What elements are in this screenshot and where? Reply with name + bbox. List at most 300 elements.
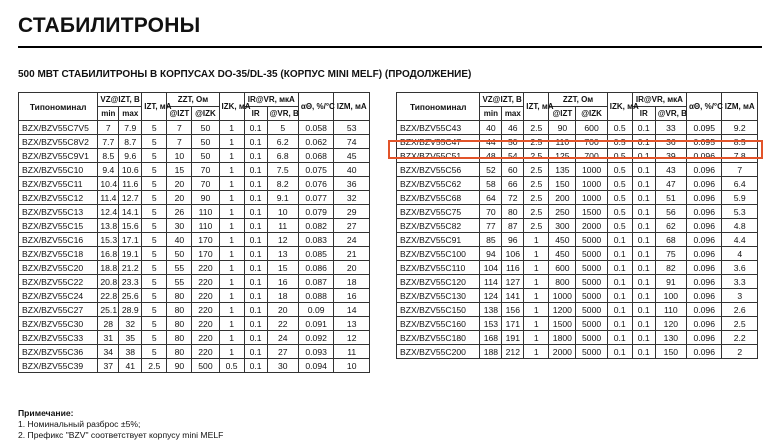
cell-izk: 0.1 [607,275,632,289]
cell-vz-max: 191 [502,331,524,345]
cell-vz-max: 87 [502,219,524,233]
cell-zzt-izt: 250 [549,205,576,219]
cell-zzt-izt: 15 [167,163,192,177]
cell-zzt-izk: 5000 [576,275,607,289]
table-row [397,331,758,345]
cell-izm: 4.8 [722,219,758,233]
cell-ir: 0.1 [244,331,267,345]
cell-name: BZX/BZV55C200 [397,345,480,359]
cell-zzt-izt: 26 [167,205,192,219]
cell-name: BZX/BZV55C9V1 [19,149,98,163]
cell-izt: 2.5 [524,163,549,177]
header-vz: VZ@IZT, В [98,93,142,107]
cell-name: BZX/BZV55C27 [19,303,98,317]
table-row [397,345,758,359]
cell-izt: 1 [524,233,549,247]
cell-vr: 47 [655,177,686,191]
cell-zzt-izt: 10 [167,149,192,163]
cell-zzt-izt: 7 [167,121,192,135]
cell-zzt-izk: 50 [192,135,219,149]
cell-vz-min: 58 [480,177,502,191]
cell-zzt-izk: 5000 [576,331,607,345]
cell-alpha: 0.096 [687,275,722,289]
cell-ir: 0.1 [244,275,267,289]
cell-name: BZX/BZV55C120 [397,275,480,289]
cell-vz-min: 37 [98,359,119,373]
cell-name: BZX/BZV55C47 [397,135,480,149]
table-row [397,247,758,261]
header-izt: IZT, мА [524,93,549,121]
cell-ir: 0.1 [632,289,655,303]
cell-name: BZX/BZV55C82 [397,219,480,233]
cell-name: BZX/BZV55C43 [397,121,480,135]
cell-zzt-izk: 70 [192,163,219,177]
cell-vr: 18 [267,289,298,303]
cell-izt: 5 [142,303,167,317]
table-row [19,163,370,177]
cell-zzt-izt: 7 [167,135,192,149]
header-max: max [119,107,142,121]
cell-alpha: 0.096 [687,177,722,191]
cell-ir: 0.1 [632,219,655,233]
cell-zzt-izt: 80 [167,331,192,345]
table-row [397,121,758,135]
cell-zzt-izt: 600 [549,261,576,275]
cell-izt: 5 [142,191,167,205]
cell-izm: 74 [334,135,370,149]
cell-vz-max: 141 [502,289,524,303]
cell-izm: 4 [722,247,758,261]
cell-izk: 1 [219,121,244,135]
cell-vz-max: 21.2 [119,261,142,275]
cell-zzt-izt: 80 [167,289,192,303]
cell-ir: 0.1 [244,359,267,373]
cell-izm: 2.2 [722,331,758,345]
cell-vr: 30 [267,359,298,373]
cell-izt: 5 [142,177,167,191]
cell-izk: 1 [219,135,244,149]
cell-zzt-izk: 220 [192,345,219,359]
title-rule [18,46,762,48]
cell-zzt-izt: 90 [167,359,192,373]
cell-ir: 0.1 [244,163,267,177]
cell-alpha: 0.079 [298,205,334,219]
cell-zzt-izk: 5000 [576,345,607,359]
cell-izm: 8.5 [722,135,758,149]
cell-ir: 0.1 [632,261,655,275]
cell-name: BZX/BZV55C13 [19,205,98,219]
cell-zzt-izk: 110 [192,205,219,219]
cell-vz-min: 7.7 [98,135,119,149]
table-row [397,205,758,219]
cell-izt: 5 [142,331,167,345]
cell-izk: 1 [219,149,244,163]
cell-vz-min: 22.8 [98,289,119,303]
cell-izk: 0.1 [607,317,632,331]
cell-izk: 0.1 [607,261,632,275]
header-zzt-izt: @IZT [549,107,576,121]
header-ir: IR@VR, мкА [244,93,298,107]
cell-vr: 6.8 [267,149,298,163]
cell-izk: 0.5 [607,163,632,177]
cell-vz-max: 60 [502,163,524,177]
cell-alpha: 0.077 [298,191,334,205]
cell-zzt-izk: 2000 [576,219,607,233]
cell-alpha: 0.096 [687,219,722,233]
cell-vr: 91 [655,275,686,289]
cell-ir: 0.1 [632,303,655,317]
cell-izm: 32 [334,191,370,205]
cell-vr: 39 [655,149,686,163]
cell-vz-min: 138 [480,303,502,317]
table-row [397,303,758,317]
cell-zzt-izk: 220 [192,317,219,331]
cell-izt: 5 [142,163,167,177]
cell-alpha: 0.096 [687,289,722,303]
cell-zzt-izk: 700 [576,135,607,149]
cell-zzt-izt: 20 [167,177,192,191]
cell-vz-min: 16.8 [98,247,119,261]
cell-ir: 0.1 [244,177,267,191]
cell-vz-max: 28.9 [119,303,142,317]
cell-alpha: 0.082 [298,219,334,233]
cell-zzt-izk: 500 [192,359,219,373]
cell-name: BZX/BZV55C130 [397,289,480,303]
cell-vz-min: 20.8 [98,275,119,289]
cell-zzt-izk: 220 [192,289,219,303]
table-row [19,317,370,331]
cell-ir: 0.1 [632,345,655,359]
cell-alpha: 0.094 [298,359,334,373]
cell-vr: 51 [655,191,686,205]
cell-zzt-izk: 170 [192,233,219,247]
cell-izt: 1 [524,289,549,303]
cell-vz-max: 8.7 [119,135,142,149]
cell-ir: 0.1 [632,317,655,331]
cell-name: BZX/BZV55C110 [397,261,480,275]
cell-vz-max: 10.6 [119,163,142,177]
cell-izm: 29 [334,205,370,219]
cell-vr: 33 [655,121,686,135]
cell-zzt-izt: 80 [167,345,192,359]
cell-vz-min: 52 [480,163,502,177]
cell-name: BZX/BZV55C56 [397,163,480,177]
cell-name: BZX/BZV55C33 [19,331,98,345]
cell-ir: 0.1 [244,135,267,149]
cell-alpha: 0.096 [687,205,722,219]
cell-vr: 7.5 [267,163,298,177]
cell-vz-max: 212 [502,345,524,359]
cell-vr: 11 [267,219,298,233]
cell-vr: 130 [655,331,686,345]
cell-name: BZX/BZV55C180 [397,331,480,345]
table-row [19,261,370,275]
cell-izk: 0.1 [607,247,632,261]
cell-ir: 0.1 [244,247,267,261]
cell-izm: 18 [334,275,370,289]
cell-vz-max: 72 [502,191,524,205]
cell-izk: 1 [219,247,244,261]
cell-zzt-izt: 110 [549,135,576,149]
cell-zzt-izk: 1500 [576,205,607,219]
cell-ir: 0.1 [244,121,267,135]
cell-izm: 40 [334,163,370,177]
header-izk: IZK, мА [607,93,632,121]
cell-zzt-izk: 90 [192,191,219,205]
cell-name: BZX/BZV55C51 [397,149,480,163]
zener-table-left [18,92,370,373]
cell-alpha: 0.096 [687,317,722,331]
cell-vr: 20 [267,303,298,317]
cell-izm: 5.9 [722,191,758,205]
cell-vz-max: 9.6 [119,149,142,163]
cell-vz-min: 10.4 [98,177,119,191]
header-izm: IZM, мА [722,93,758,121]
cell-alpha: 0.096 [687,345,722,359]
cell-izt: 1 [524,275,549,289]
cell-vr: 8.2 [267,177,298,191]
header-zzt: ZZT, Ом [549,93,607,107]
table-row [19,233,370,247]
cell-vr: 68 [655,233,686,247]
cell-vz-min: 168 [480,331,502,345]
cell-izk: 1 [219,205,244,219]
cell-ir: 0.1 [632,331,655,345]
cell-izm: 10 [334,359,370,373]
cell-izm: 7 [722,163,758,177]
cell-vz-min: 48 [480,149,502,163]
cell-vr: 9.1 [267,191,298,205]
cell-vz-min: 44 [480,135,502,149]
cell-alpha: 0.058 [298,121,334,135]
cell-name: BZX/BZV55C8V2 [19,135,98,149]
header-max: max [502,107,524,121]
cell-vr: 22 [267,317,298,331]
cell-izk: 0.5 [607,191,632,205]
note-item: 1. Номинальный разброс ±5%; [18,419,141,429]
cell-vz-max: 25.6 [119,289,142,303]
cell-izt: 2.5 [524,149,549,163]
cell-vz-max: 32 [119,317,142,331]
cell-vz-min: 188 [480,345,502,359]
cell-vz-min: 153 [480,317,502,331]
cell-izm: 7.8 [722,149,758,163]
cell-alpha: 0.096 [687,163,722,177]
cell-vz-max: 11.6 [119,177,142,191]
cell-name: BZX/BZV55C36 [19,345,98,359]
cell-izt: 5 [142,275,167,289]
cell-vz-max: 116 [502,261,524,275]
cell-zzt-izk: 5000 [576,289,607,303]
cell-vz-max: 50 [502,135,524,149]
cell-vz-max: 96 [502,233,524,247]
cell-ir: 0.1 [244,191,267,205]
cell-name: BZX/BZV55C62 [397,177,480,191]
cell-name: BZX/BZV55C12 [19,191,98,205]
cell-alpha: 0.096 [687,233,722,247]
cell-name: BZX/BZV55C75 [397,205,480,219]
cell-izm: 13 [334,317,370,331]
cell-name: BZX/BZV55C39 [19,359,98,373]
header-name: Типономинал [397,93,480,121]
zener-table-right [396,92,758,359]
cell-alpha: 0.088 [298,289,334,303]
table-row [19,149,370,163]
header-izt: IZT, мА [142,93,167,121]
cell-zzt-izt: 40 [167,233,192,247]
table-row [19,275,370,289]
table-row [397,135,758,149]
cell-izm: 27 [334,219,370,233]
cell-zzt-izk: 1000 [576,177,607,191]
cell-izk: 0.5 [607,205,632,219]
cell-zzt-izt: 200 [549,191,576,205]
table-row [397,219,758,233]
cell-vz-max: 66 [502,177,524,191]
notes-heading: Примечание: [18,408,74,418]
cell-vz-max: 171 [502,317,524,331]
cell-izt: 1 [524,247,549,261]
cell-vr: 5 [267,121,298,135]
cell-zzt-izk: 5000 [576,261,607,275]
header-ir-ir: IR [244,107,267,121]
cell-izk: 0.1 [607,233,632,247]
header-alpha: αΘ, %/°C [687,93,722,121]
cell-izk: 1 [219,233,244,247]
header-min: min [480,107,502,121]
cell-izk: 1 [219,191,244,205]
page-title: СТАБИЛИТРОНЫ [18,14,201,37]
cell-izm: 45 [334,149,370,163]
header-izm: IZM, мА [334,93,370,121]
cell-zzt-izk: 110 [192,219,219,233]
cell-ir: 0.1 [244,149,267,163]
cell-alpha: 0.095 [687,135,722,149]
table-subtitle: 500 МВТ СТАБИЛИТРОНЫ В КОРПУСАХ DO-35/DL-35 (КОРПУС MINI MELF) (ПРОДОЛЖЕНИЕ) [18,69,472,80]
table-row [397,163,758,177]
cell-izm: 3 [722,289,758,303]
cell-izt: 5 [142,317,167,331]
cell-izt: 5 [142,219,167,233]
cell-ir: 0.1 [244,345,267,359]
table-row [19,303,370,317]
cell-name: BZX/BZV55C18 [19,247,98,261]
cell-vz-min: 114 [480,275,502,289]
cell-zzt-izt: 1000 [549,289,576,303]
cell-zzt-izt: 135 [549,163,576,177]
cell-vz-min: 94 [480,247,502,261]
cell-zzt-izt: 800 [549,275,576,289]
cell-zzt-izk: 50 [192,121,219,135]
table-row [19,247,370,261]
cell-zzt-izt: 90 [549,121,576,135]
table-row [19,289,370,303]
cell-vr: 27 [267,345,298,359]
cell-zzt-izk: 700 [576,149,607,163]
cell-vz-min: 18.8 [98,261,119,275]
cell-izt: 1 [524,345,549,359]
cell-vz-min: 77 [480,219,502,233]
cell-vz-min: 11.4 [98,191,119,205]
cell-vr: 62 [655,219,686,233]
table-row [397,149,758,163]
table-row [397,317,758,331]
cell-name: BZX/BZV55C7V5 [19,121,98,135]
cell-vr: 15 [267,261,298,275]
cell-izt: 5 [142,345,167,359]
cell-izm: 5.3 [722,205,758,219]
cell-izk: 1 [219,345,244,359]
cell-izm: 2 [722,345,758,359]
cell-izk: 0.5 [607,149,632,163]
cell-name: BZX/BZV55C100 [397,247,480,261]
cell-ir: 0.1 [632,149,655,163]
header-alpha: αΘ, %/°C [298,93,334,121]
cell-vr: 12 [267,233,298,247]
cell-izm: 36 [334,177,370,191]
cell-ir: 0.1 [244,205,267,219]
cell-name: BZX/BZV55C22 [19,275,98,289]
cell-vz-max: 156 [502,303,524,317]
cell-vr: 56 [655,205,686,219]
cell-izk: 1 [219,261,244,275]
table-row [397,289,758,303]
header-vz: VZ@IZT, В [480,93,524,107]
cell-zzt-izk: 70 [192,177,219,191]
cell-alpha: 0.076 [298,177,334,191]
cell-izm: 11 [334,345,370,359]
cell-name: BZX/BZV55C91 [397,233,480,247]
cell-vz-max: 23.3 [119,275,142,289]
cell-izk: 1 [219,289,244,303]
cell-izk: 1 [219,163,244,177]
cell-vz-min: 15.3 [98,233,119,247]
cell-izt: 1 [524,261,549,275]
cell-zzt-izt: 450 [549,233,576,247]
cell-izt: 5 [142,121,167,135]
cell-vz-max: 106 [502,247,524,261]
cell-izk: 1 [219,219,244,233]
cell-izk: 0.1 [607,289,632,303]
cell-zzt-izk: 1000 [576,163,607,177]
cell-alpha: 0.062 [298,135,334,149]
header-ir-ir: IR [632,107,655,121]
cell-vz-min: 40 [480,121,502,135]
cell-alpha: 0.068 [298,149,334,163]
cell-ir: 0.1 [244,289,267,303]
cell-zzt-izt: 80 [167,303,192,317]
cell-zzt-izt: 80 [167,317,192,331]
cell-vz-max: 35 [119,331,142,345]
notes [18,408,223,441]
cell-ir: 0.1 [244,317,267,331]
cell-name: BZX/BZV55C15 [19,219,98,233]
cell-alpha: 0.09 [298,303,334,317]
cell-alpha: 0.092 [298,331,334,345]
cell-vr: 110 [655,303,686,317]
table-body-left [19,121,370,373]
cell-izm: 4.4 [722,233,758,247]
table-row [19,177,370,191]
cell-name: BZX/BZV55C20 [19,261,98,275]
cell-ir: 0.1 [632,191,655,205]
note-item: 2. Префикс "BZV" соответствует корпусу mini MELF [18,430,224,440]
header-zzt-izk: @IZK [192,107,219,121]
cell-vr: 100 [655,289,686,303]
cell-vz-max: 46 [502,121,524,135]
cell-zzt-izt: 55 [167,261,192,275]
header-name: Типономинал [19,93,98,121]
